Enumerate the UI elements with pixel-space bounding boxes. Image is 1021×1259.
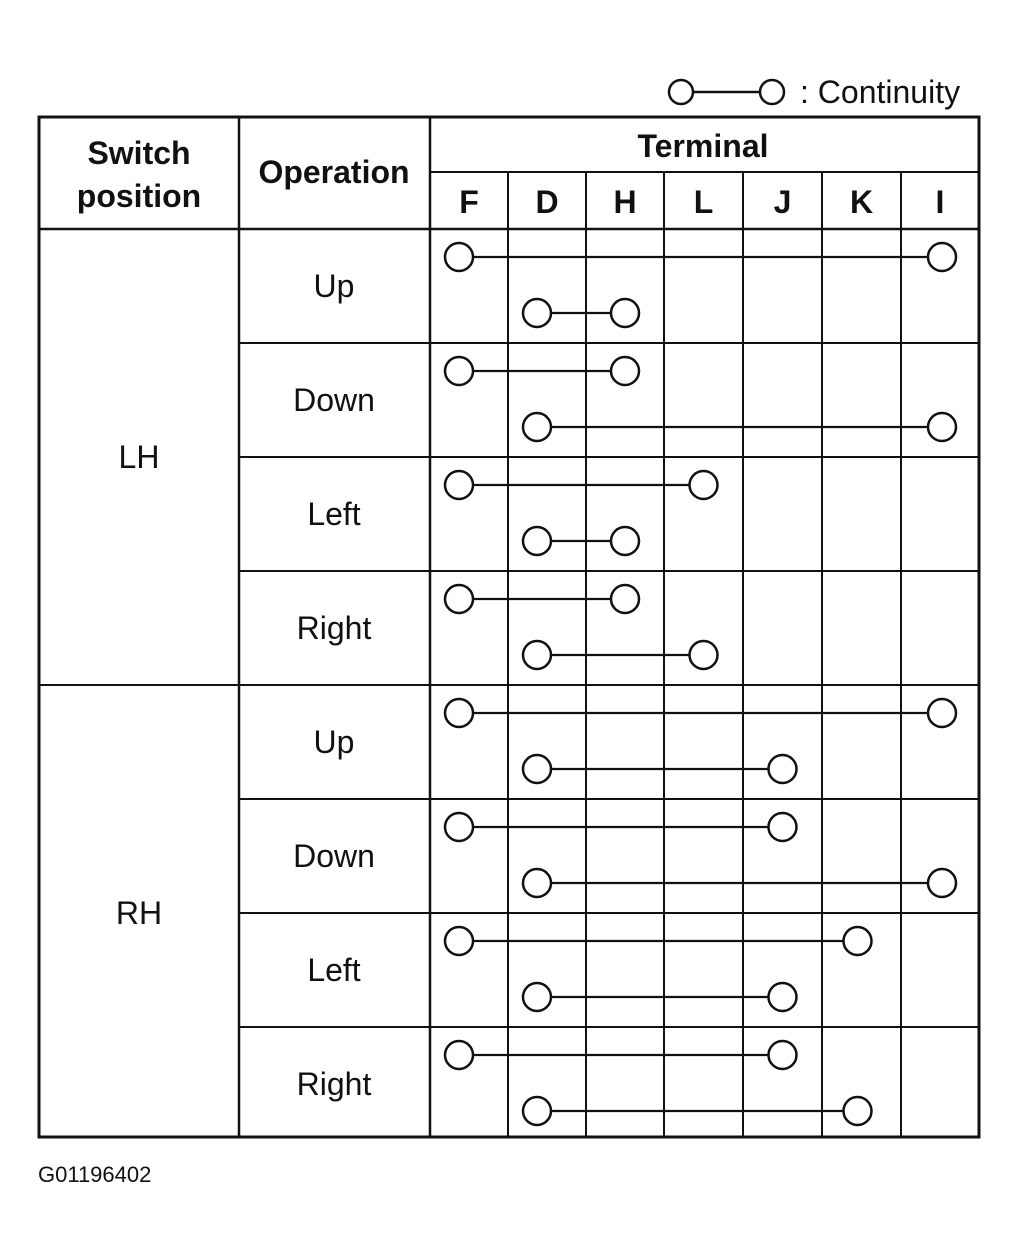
figure-code: G01196402 (38, 1162, 152, 1187)
terminal-circle-i (928, 699, 956, 727)
operation-lh-right: Right (296, 610, 372, 646)
continuity-d-i (523, 413, 956, 441)
continuity-f-h (445, 357, 639, 385)
terminal-circle-d (523, 1097, 551, 1125)
terminal-circle-f (445, 357, 473, 385)
switch-position-header-line1: Switch (87, 135, 191, 171)
terminal-label-d: D (535, 184, 559, 220)
terminal-circle-f (445, 699, 473, 727)
terminal-header: Terminal (637, 128, 769, 164)
operation-rh-down: Down (293, 838, 375, 874)
terminal-circle-f (445, 243, 473, 271)
legend-terminal-circle-left (669, 80, 693, 104)
terminal-circle-h (611, 585, 639, 613)
terminal-circle-j (769, 813, 797, 841)
terminal-circle-h (611, 527, 639, 555)
terminal-circle-d (523, 641, 551, 669)
table-grid (39, 117, 979, 1137)
terminal-label-k: K (849, 184, 874, 220)
terminal-circle-f (445, 1041, 473, 1069)
legend-label: : Continuity (800, 74, 961, 110)
continuity-f-i (445, 243, 956, 271)
terminal-circle-d (523, 299, 551, 327)
operation-lh-left: Left (307, 496, 361, 532)
terminal-circle-f (445, 471, 473, 499)
terminal-label-i: I (935, 184, 945, 220)
switch-position-header-line2: position (76, 178, 202, 214)
terminal-circle-l (690, 471, 718, 499)
continuity-f-l (445, 471, 718, 499)
legend-terminal-circle-right (760, 80, 784, 104)
terminal-circle-d (523, 983, 551, 1011)
continuity-f-h (445, 585, 639, 613)
continuity-d-h (523, 527, 639, 555)
terminal-label-j: J (773, 184, 792, 220)
terminal-circle-j (769, 983, 797, 1011)
operation-lh-down: Down (293, 382, 375, 418)
operation-rh-right: Right (296, 1066, 372, 1102)
switch-position-rh: RH (115, 895, 163, 931)
terminal-circle-i (928, 869, 956, 897)
terminal-circle-d (523, 527, 551, 555)
terminal-circle-d (523, 869, 551, 897)
terminal-circle-i (928, 243, 956, 271)
operation-header: Operation (258, 154, 410, 190)
terminal-circle-f (445, 927, 473, 955)
terminal-circle-f (445, 585, 473, 613)
terminal-circle-i (928, 413, 956, 441)
operation-rh-up: Up (313, 724, 355, 760)
terminal-circle-k (844, 1097, 872, 1125)
continuity-d-l (523, 641, 718, 669)
legend (669, 74, 960, 110)
terminal-labels (459, 184, 944, 220)
terminal-label-l: L (693, 184, 714, 220)
terminal-label-f: F (459, 184, 479, 220)
terminal-circle-d (523, 755, 551, 783)
terminal-circle-l (690, 641, 718, 669)
terminal-circle-h (611, 299, 639, 327)
continuity-d-j (523, 755, 797, 783)
terminal-circle-j (769, 1041, 797, 1069)
operation-rh-left: Left (307, 952, 361, 988)
terminal-circle-h (611, 357, 639, 385)
operation-lh-up: Up (313, 268, 355, 304)
continuity-f-i (445, 699, 956, 727)
continuity-d-i (523, 869, 956, 897)
terminal-circle-f (445, 813, 473, 841)
terminal-label-h: H (613, 184, 637, 220)
terminal-circle-j (769, 755, 797, 783)
terminal-circle-k (844, 927, 872, 955)
terminal-circle-d (523, 413, 551, 441)
switch-position-lh: LH (118, 439, 160, 475)
continuity-d-j (523, 983, 797, 1011)
continuity-d-h (523, 299, 639, 327)
continuity-d-k (523, 1097, 872, 1125)
